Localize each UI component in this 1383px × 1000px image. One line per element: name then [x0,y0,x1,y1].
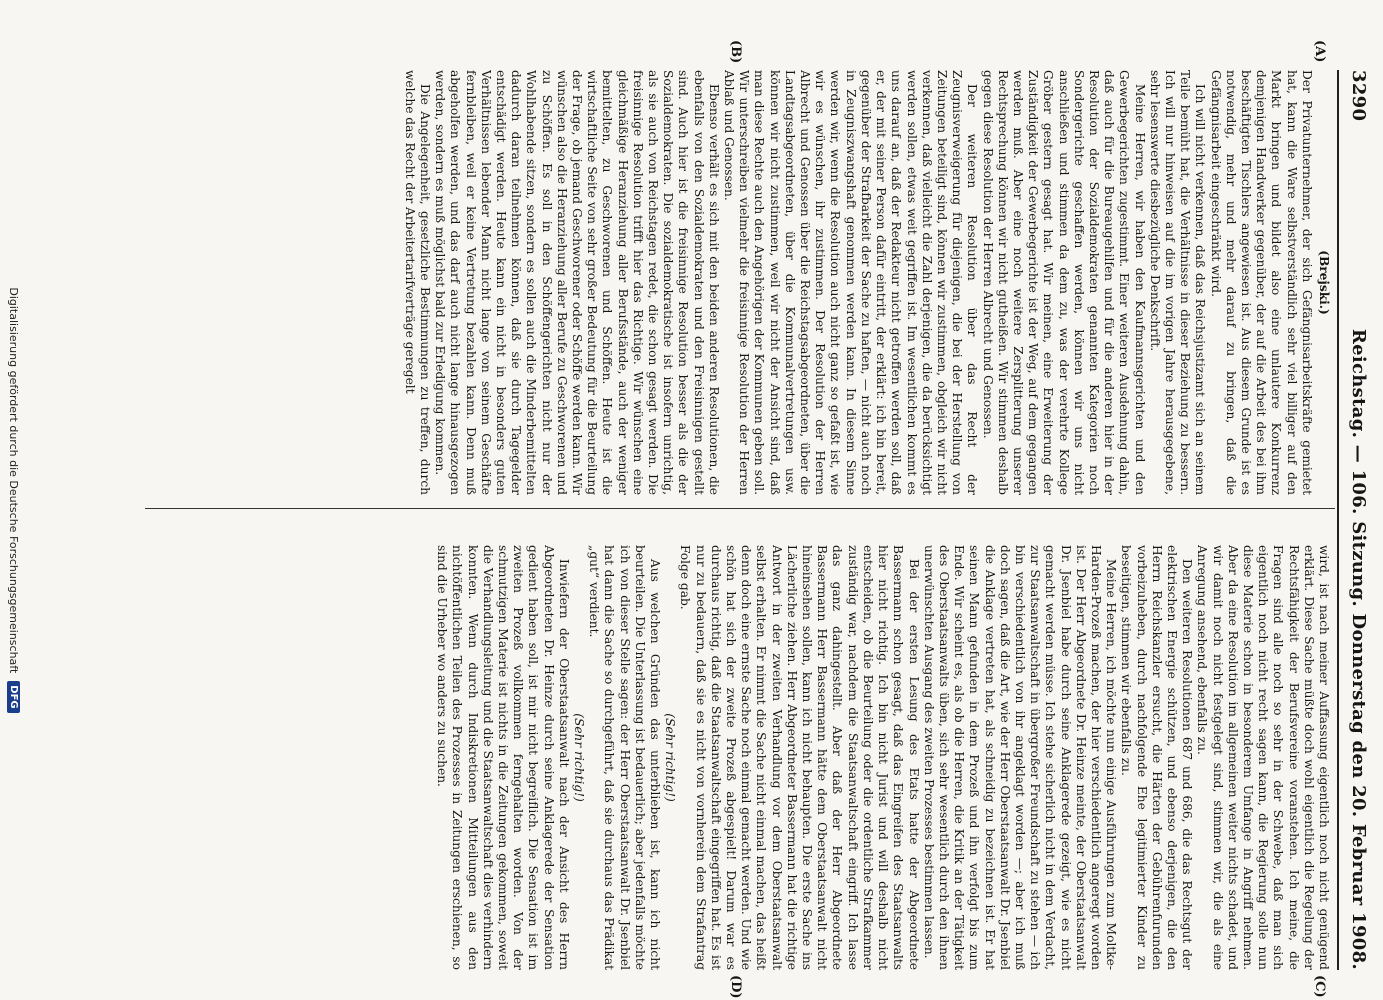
paragraph: wird, ist nach meiner Auffassung eigentlich noch nicht genügend erklärt. Diese Sache müßte doch wohl eigentlich die Regelung der Rechtsfähigkeit der Berufsvereine voranstehen. Ich meine, die Fragen sind alle noch so sehr in der Schwebe, daß man sich eigentlich noch nicht recht sagen kann, die Regierung solle nun diese Materie schon in besonderem Umfange in Angriff nehmen. Aber da eine Resolution im allgemeinen weiter nichts schadet, und wir damit noch nicht festgelegt sind, stimmen wir, die als eine Anregung ansehend, ebenfalls zu. [1195,545,1331,970]
paragraph: Ebenso verhält es sich mit den beiden anderen Resolutionen, die ebenfalls von den Sozialdemokraten und den Freisinnigen gestellt sind. Auch hier ist die freisinnige Resolution besser als die der Sozialdemokraten. Die sozialdemokratische ist insofern unrichtig, als sie auch von Reichstagen redet, die schon gesagt werden. Die freisinnige Resolution trifft hier das Richtige. Wir wünschen eine gleichmäßige Heranziehung aller Berufsstände, auch der weniger bemittelten, zu Geschworenen und Schöffen. Heute ist die wirtschaftliche Seite von sehr großer Bedeutung für die Beurteilung der Frage, ob jemand Geschworener oder Schöffe werden kann. Wir wünschen also die Heranziehung aller Berufe zu Geschworenen und zu Schöffen. Es soll in den Schöffengerichten nicht nur der Wohlhabende sitzen, sondern es sollen auch die Minderbemittelten dadurch daran teilnehmen können, daß sie durch Tagegelder entschädigt werden. Heute kann ein nicht in besonders guten Verhältnissen lebender Mann nicht lange von seinem Geschäfte fernbleiben, weil er keine Vertretung bezahlen kann. Denn muß abgeholfen werden, und das darf auch nicht lange hinausgezogen werden, sondern es muß möglichst bald zur Erledigung kommen. [433,70,721,495]
margin-mark-a: (A) [1312,40,1327,63]
margin-mark-d: (D) [728,975,743,999]
page-number: 3290 [1348,70,1370,122]
left-column [151,70,1331,495]
header-rule [1337,70,1339,970]
paragraph: Der Privatunternehmer, der sich Gefängnisarbeitskräfte gemietet hat, kann die Ware selbstverständlich sehr viel billiger auf den Markt bringen und bildet also eine unlautere Konkurrenz demjenigen Handwerker gegenüber, der auf die Arbeit des bei ihm beschäftigten Tischlers angewiesen ist. Aus diesem Grunde ist es notwendig, mehr und mehr darauf zu bringen, daß die Gefängnisarbeit eingeschränkt wird. [1208,70,1314,495]
column-divider [145,508,1335,509]
speaker-label: (Brejski.) [1317,250,1331,315]
funding-text: Digitalisierung gefördert durch die Deutsche Forschungsgemeinschaft [7,287,21,674]
paragraph: Inwiefern der Oberstaatsanwalt nach der Ansicht des Herrn Abgeordneten Dr. Heinze durch seine Anklagerede der Sensation gedient haben soll, ist mir nicht begreiflich. Die Sensation ist im zweiten Prozeß vollkommen ferngehalten worden. Von der schmutzigen Materie ist nichts in die Zeitungen gekommen, soweit die Verhandlungsleitung und die Staatsanwaltschaft dies verhindern konnten. Wenn durch Indiskretionen Mitteilungen aus den nichtöffentlichen Teilen des Prozesses in Zeitungen erschienen, so sind die Urheber wo anders zu suchen. [435,545,571,970]
paragraph: Ich will nicht verkennen, daß das Reichsjustizamt sich an seinem Teile bemüht hat, die Verhältnisse in dieser Beziehung zu bessern. Ich will nur hinweisen auf die im vorigen Jahre herausgegebene, sehr lesenswerte diesbezügliche Denkschrift. [1147,70,1208,495]
paragraph: Meine Herren, ich möchte nun einige Ausführungen zum Moltke-Harden-Prozeß machen, der hier verschiedentlich angeregt worden ist. Der Herr Abgeordnete Dr. Heinze meinte, der Oberstaatsanwalt Dr. Jsenbiel habe durch seine Anklagerede gezeigt, wie es nicht gemacht werden müsse. Ich stehe sicherlich nicht in dem Verdacht, zur Staatsanwaltschaft in übergroßer Freundschaft zu stehen — ich bin verschiedentlich von ihr angeklagt worden —; aber ich muß doch sagen, daß die Art, wie der Herr Oberstaatsanwalt Dr. Jsenbiel die Anklage vertreten hat, als schneidig zu bezeichnen ist. Er hat seinen Mann gefunden in dem Prozeß und ihn verfolgt bis zum Ende. Wir scheint es, als ob die Herren, die Kritik an der Tätigkeit des Oberstaatsanwalts üben, sich sehr wesentlich durch den ihnen unerwünschten Ausgang des zweiten Prozesses bestimmen lassen. [921,545,1119,970]
page-header [1340,70,1378,970]
paragraph: Aus welchen Gründen das unterblieben ist, kann ich nicht beurteilen. Die Unterlassung ist bedauerlich; aber jedenfalls möchte ich von dieser Stelle sagen: der Herr Oberstaatsanwalt Dr. Jsenbiel hat dann die Sache so durchgeführt, daß sie durchaus das Prädikat „gut“ verdient. [587,545,663,970]
paragraph: Meine Herren, wir haben den Kaufmannsgerichten und den Gewerbegerichten zugestimmt. Einer weiteren Ausdehnung dahin, daß auch für die Bureaugehilfen und für die anderen hier in der Resolution der Sozialdemokraten genannten Kategorien noch Sondergerichte geschaffen werden, können wir uns nicht anschließen und stimmen da dem zu, was der verehrte Kollege Gröber gestern gesagt hat. Wir meinen, eine Erweiterung der Zuständigkeit der Gewerbegerichte ist der Weg, auf dem gegangen werden muß. Aber eine noch weitere Zersplitterung unserer Rechtsprechung können wir nicht gutheißen. Wir stimmen deshalb gegen diese Resolution der Herren Albrecht und Genossen. [980,70,1147,495]
right-column [151,545,1331,970]
interjection: (Sehr richtig!) [572,713,587,802]
paragraph: Der weiteren Resolution über das Recht der Zeugnisverweigerung für diejenigen, die bei der Herstellung von Zeitungen beteiligt sind, können wir zustimmen, obgleich wir nicht verkennen, daß vielleicht die Zahl derjenigen, die da berücksichtigt werden sollen, etwas weit gegriffen ist. Im wesentlichen kommt es uns darauf an, daß der Redakteur nicht getroffen werden soll, daß er, der mit seiner Person dafür eintritt, der erklärt: ich bin bereit, gegenüber der Strafbarkeit der Sache zu haften, — nicht auch noch in Zeugniszwangshaft genommen werden kann. In diesem Sinne werden wir, wenn die Resolution auch nicht ganz so gefaßt ist, wie wir es wünschen, ihr zustimmen. Der Resolution der Herren Albrecht und Genossen über die Reichstagsabgeordneten, über die Landtagsabgeordneten, über die Kommunalvertretungen usw. können wir nicht zustimmen, weil wir nicht der Ansicht sind, daß man diese Rechte auch den Angehörigen der Kommunen geben soll. Wir unterschreiben vielmehr die freisinnige Resolution der Herren Ablaß und Genossen. [722,70,980,495]
funding-footer [0,0,28,1000]
margin-mark-b: (B) [728,40,743,64]
page-title: Reichstag. — 106. Sitzung. Donnerstag den 20. Februar 1908. [1348,328,1370,970]
paragraph: Die Angelegenheit, gesetzliche Bestimmungen zu treffen, durch welche das Recht der Arbeitertarifverträge geregelt [402,70,433,495]
margin-mark-c: (C) [1312,975,1327,998]
interjection: (Sehr richtig!) [663,713,678,802]
paragraph: Bei der ersten Lesung des Etats hatte der Abgeordnete Bassermann schon gesagt, daß das Eingreifen des Staatsanwalts hier nicht richtig. Ich bin nicht Jurist und will deshalb nicht entscheiden, ob die Beurteilung oder die ordentliche Strafkammer zuständig war, nachdem die Staatsanwaltschaft eingriff. Ich lasse das ganz dahingestellt. Aber daß der Herr Abgeordnete Bassermann Herr Bassermann hätte dem Oberstaatsanwalt nicht hineinsehen sollen, kann ich nicht behaupten. Die erste Sache ins Lächerliche ziehen. Herr Abgeordneter Bassermann hat die richtige Antwort in der zweiten Verhandlung vor dem Oberstaatsanwalt selbst erhalten. Er nimmt die Sache nicht einmal machen, das heißt denn doch eine ernste Sache noch einmal gemacht werden. Und wie schön hat sich der zweite Prozeß abgespielt! Darum war es durchaus richtig, daß die Staatsanwaltschaft eingegriffen hat. Es ist nur zu bedauern, daß sie es nicht von vornherein dem Strafantrag Folge gab. [678,545,921,970]
paragraph: Den weiteren Resolutionen 687 und 686, die das Rechtsgut der elektrischen Energie schützen, und ebenso derjenigen, die den Herrn Reichskanzler ersucht, die Härten der Gebührenfurunden vorbeizuheben, durch nachfolgende Ehe legitimierter Kinder zu beseitigen, stimmen wir ebenfalls zu. [1119,545,1195,970]
dfg-logo-icon: DFG [8,681,21,712]
